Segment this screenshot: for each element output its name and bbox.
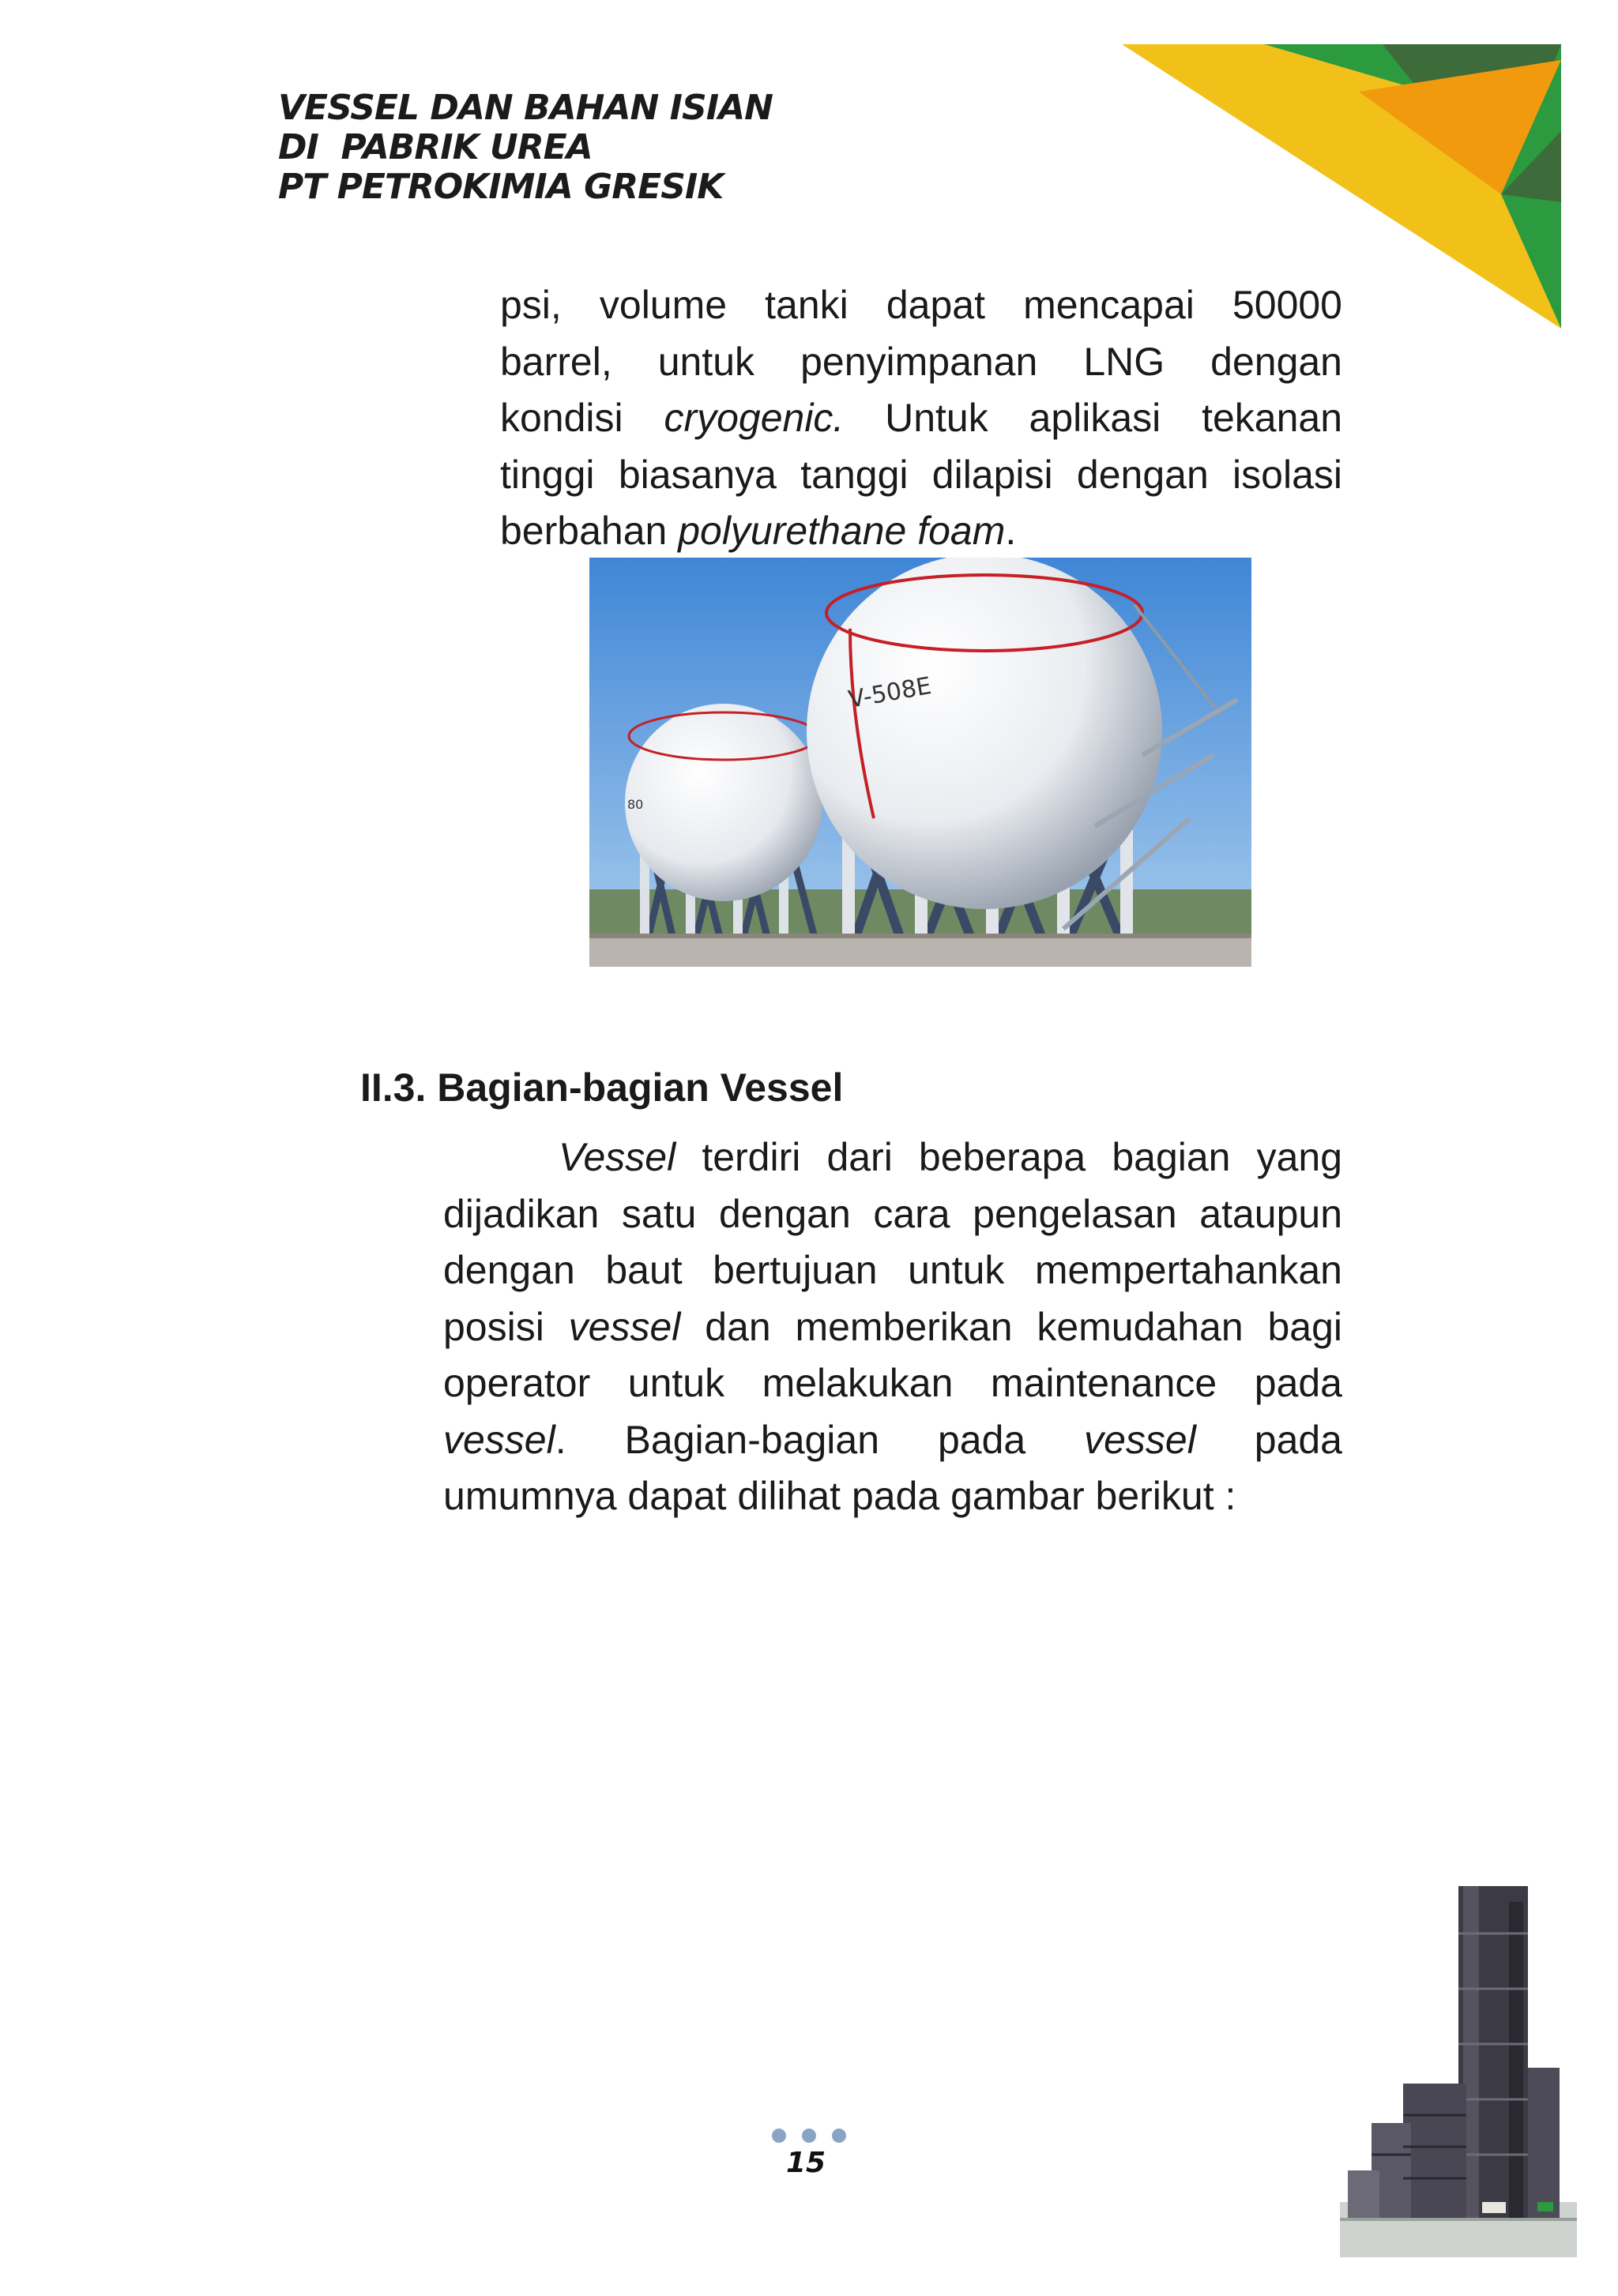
urea-plant-tower-image xyxy=(1340,1886,1577,2257)
header-line-3: PT PETROKIMIA GRESIK xyxy=(278,167,724,207)
paragraph-line: dijadikan satu dengan cara pengelasan ataupun xyxy=(443,1191,1342,1236)
paragraph-line: kondisi cryogenic. Untuk aplikasi tekanan xyxy=(500,396,1343,440)
page-number: 15 xyxy=(785,2147,826,2179)
paragraph-line: berbahan polyurethane foam. xyxy=(500,509,1017,553)
paragraph-line: barrel, untuk penyimpanan LNG dengan xyxy=(500,339,1342,384)
spherical-tanks-photo xyxy=(589,558,1251,967)
paragraph-line: vessel. Bagian-bagian pada vessel pada xyxy=(443,1417,1342,1462)
paragraph-line: psi, volume tanki dapat mencapai 50000 xyxy=(500,283,1342,327)
paragraph-tank-description xyxy=(500,277,1342,560)
header-line-2: DI PABRIK UREA xyxy=(278,127,593,167)
svg-text:V-508E: V-508E xyxy=(846,672,934,714)
header-line-1: VESSEL DAN BAHAN ISIAN xyxy=(278,88,773,128)
document-header-title xyxy=(278,88,773,207)
paragraph-line: umumnya dapat dilihat pada gambar berikut : xyxy=(443,1474,1236,1518)
paragraph-line: tinggi biasanya tanggi dilapisi dengan isolasi xyxy=(500,452,1342,497)
footer-dots-decoration xyxy=(769,2126,849,2145)
paragraph-vessel-parts xyxy=(443,1129,1342,1525)
paragraph-line: operator untuk melakukan maintenance pada xyxy=(443,1361,1342,1405)
paragraph-line: Vessel terdiri dari beberapa bagian yang xyxy=(559,1135,1342,1179)
paragraph-line: dengan baut bertujuan untuk mempertahankan xyxy=(443,1248,1342,1292)
section-heading: II.3. Bagian-bagian Vessel xyxy=(360,1065,844,1110)
svg-text:80: 80 xyxy=(627,797,644,812)
paragraph-line: posisi vessel dan memberikan kemudahan bagi xyxy=(443,1304,1342,1349)
